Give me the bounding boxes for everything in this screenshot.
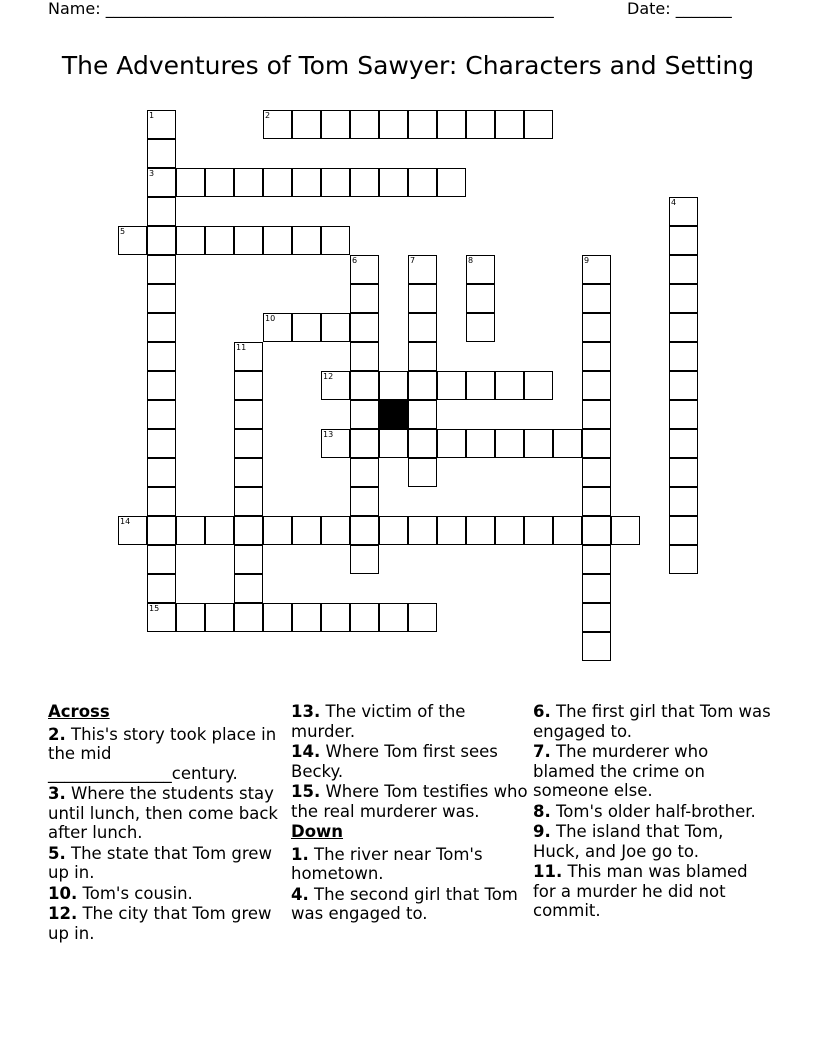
grid-cell[interactable] <box>176 603 205 632</box>
grid-cell[interactable] <box>379 603 408 632</box>
clue-number: 2 <box>265 111 271 120</box>
grid-cell[interactable] <box>495 516 524 545</box>
clue-item <box>48 884 288 904</box>
grid-cell[interactable] <box>582 487 611 516</box>
clue-number-label: 8. <box>533 801 551 821</box>
clue-item <box>48 725 288 784</box>
grid-cell[interactable] <box>263 226 292 255</box>
grid-cell[interactable] <box>582 574 611 603</box>
grid-cell[interactable] <box>524 371 553 400</box>
grid-cell[interactable] <box>234 371 263 400</box>
clue-number: 13 <box>323 430 334 439</box>
clue-column-3 <box>533 702 773 922</box>
clue-item <box>291 782 531 821</box>
clue-number-label: 15. <box>291 782 321 801</box>
clue-text: Tom's cousin. <box>77 883 193 903</box>
grid-cell[interactable] <box>147 226 176 255</box>
clue-text: The second girl that Tom was engaged to. <box>291 884 518 923</box>
clue-text: The murderer who blamed the crime on someone else. <box>533 742 709 800</box>
grid-cell[interactable] <box>234 574 263 603</box>
grid-cell[interactable] <box>234 516 263 545</box>
clue-column-2 <box>291 702 531 925</box>
grid-cell[interactable] <box>408 429 437 458</box>
grid-cell[interactable] <box>176 168 205 197</box>
clue-number: 12 <box>323 372 334 381</box>
grid-cell[interactable] <box>582 284 611 313</box>
clue-item <box>533 822 773 861</box>
clue-number-label: 3. <box>48 784 66 803</box>
grid-cell[interactable] <box>669 313 698 342</box>
grid-cell[interactable] <box>147 168 176 197</box>
grid-cell[interactable] <box>350 371 379 400</box>
grid-cell[interactable] <box>408 371 437 400</box>
grid-cell[interactable] <box>234 342 263 371</box>
grid-cell[interactable] <box>408 168 437 197</box>
grid-cell[interactable] <box>350 284 379 313</box>
grid-cell[interactable] <box>234 429 263 458</box>
grid-cell[interactable] <box>379 371 408 400</box>
grid-cell[interactable] <box>379 168 408 197</box>
clue-text: Where the students stay until lunch, then come back after lunch. <box>48 784 278 842</box>
clue-item <box>291 742 531 781</box>
grid-cell[interactable] <box>582 342 611 371</box>
clue-number: 14 <box>120 517 131 526</box>
grid-cell[interactable] <box>495 110 524 139</box>
grid-cell[interactable] <box>466 429 495 458</box>
grid-cell[interactable] <box>669 487 698 516</box>
grid-cell[interactable] <box>466 371 495 400</box>
grid-cell[interactable] <box>408 342 437 371</box>
grid-cell[interactable] <box>321 226 350 255</box>
clue-item <box>291 702 531 741</box>
grid-cell[interactable] <box>582 458 611 487</box>
clue-text: The island that Tom, Huck, and Joe go to. <box>533 822 724 861</box>
grid-cell[interactable] <box>292 226 321 255</box>
clue-text: The state that Tom grew up in. <box>48 843 272 882</box>
grid-cell[interactable] <box>466 516 495 545</box>
grid-cell[interactable] <box>147 458 176 487</box>
grid-cell[interactable] <box>234 168 263 197</box>
grid-cell[interactable] <box>437 516 466 545</box>
grid-cell[interactable] <box>437 429 466 458</box>
grid-cell[interactable] <box>611 516 640 545</box>
down-clue-list-part1 <box>291 845 531 924</box>
grid-cell[interactable] <box>437 371 466 400</box>
clue-number: 10 <box>265 314 276 323</box>
clue-number: 3 <box>149 169 155 178</box>
clue-number: 11 <box>236 343 247 352</box>
grid-cell[interactable] <box>234 458 263 487</box>
grid-cell[interactable] <box>350 110 379 139</box>
name-label: Name: <box>48 0 106 18</box>
grid-cell[interactable] <box>524 516 553 545</box>
clue-number-label: 7. <box>533 742 551 761</box>
grid-cell[interactable] <box>292 313 321 342</box>
clue-item <box>533 802 773 822</box>
grid-cell[interactable] <box>495 429 524 458</box>
grid-cell[interactable] <box>234 400 263 429</box>
clue-number: 4 <box>671 198 677 207</box>
clue-item <box>533 742 773 801</box>
grid-cell[interactable] <box>408 284 437 313</box>
grid-cell[interactable] <box>379 516 408 545</box>
grid-cell[interactable] <box>147 342 176 371</box>
grid-cell[interactable] <box>263 313 292 342</box>
clue-number: 15 <box>149 604 160 613</box>
grid-cell[interactable] <box>234 603 263 632</box>
grid-cell[interactable] <box>466 255 495 284</box>
clue-column-1 <box>48 702 288 944</box>
clue-text: The first girl that Tom was engaged to. <box>533 702 771 741</box>
clue-text: This man was blamed for a murder he did not commit. <box>533 862 748 920</box>
grid-cell[interactable] <box>292 168 321 197</box>
clue-text: Where Tom first sees Becky. <box>291 742 498 781</box>
grid-cell[interactable] <box>147 284 176 313</box>
clue-number: 1 <box>149 111 155 120</box>
clue-item <box>48 844 288 883</box>
grid-cell[interactable] <box>582 313 611 342</box>
grid-cell[interactable] <box>263 603 292 632</box>
grid-cell[interactable] <box>669 284 698 313</box>
grid-cell[interactable] <box>669 400 698 429</box>
grid-cell[interactable] <box>205 516 234 545</box>
grid-cell[interactable] <box>350 313 379 342</box>
clue-text: The river near Tom's hometown. <box>291 844 483 883</box>
grid-cell[interactable] <box>669 255 698 284</box>
grid-cell[interactable] <box>147 110 176 139</box>
clue-item <box>291 845 531 884</box>
grid-cell[interactable] <box>379 429 408 458</box>
grid-cell[interactable] <box>582 545 611 574</box>
grid-cell[interactable] <box>147 574 176 603</box>
grid-cell[interactable] <box>582 400 611 429</box>
grid-cell[interactable] <box>118 516 147 545</box>
grid-cell[interactable] <box>321 313 350 342</box>
grid-cell[interactable] <box>350 168 379 197</box>
grid-cell[interactable] <box>350 516 379 545</box>
grid-cell[interactable] <box>147 371 176 400</box>
grid-cell[interactable] <box>176 516 205 545</box>
grid-cell[interactable] <box>263 516 292 545</box>
grid-cell[interactable] <box>147 139 176 168</box>
grid-cell[interactable] <box>321 429 350 458</box>
grid-cell[interactable] <box>553 429 582 458</box>
grid-cell[interactable] <box>495 371 524 400</box>
grid-cell[interactable] <box>234 487 263 516</box>
grid-cell[interactable] <box>147 313 176 342</box>
clue-number-label: 10. <box>48 883 78 903</box>
grid-cell[interactable] <box>147 545 176 574</box>
grid-cell[interactable] <box>582 516 611 545</box>
clue-number: 9 <box>584 256 590 265</box>
grid-cell[interactable] <box>408 255 437 284</box>
clue-text: This's story took place in the mid _______________century. <box>48 724 277 783</box>
grid-cell[interactable] <box>437 168 466 197</box>
grid-cell[interactable] <box>669 458 698 487</box>
grid-cell[interactable] <box>147 429 176 458</box>
grid-cell[interactable] <box>582 603 611 632</box>
clue-number-label: 4. <box>291 884 309 904</box>
clue-number: 8 <box>468 256 474 265</box>
name-blank[interactable]: ________________________________________________________ <box>105 0 554 18</box>
grid-cell[interactable] <box>408 313 437 342</box>
date-label: Date: <box>627 0 676 18</box>
grid-cell[interactable] <box>350 603 379 632</box>
grid-cell[interactable] <box>524 110 553 139</box>
grid-cell[interactable] <box>553 516 582 545</box>
grid-cell[interactable] <box>350 545 379 574</box>
grid-cell[interactable] <box>147 400 176 429</box>
date-blank[interactable]: _______ <box>675 0 732 18</box>
grid-cell[interactable] <box>321 168 350 197</box>
grid-cell[interactable] <box>582 371 611 400</box>
grid-cell[interactable] <box>350 400 379 429</box>
clue-number-label: 5. <box>48 843 66 863</box>
grid-cell[interactable] <box>292 110 321 139</box>
page-title: The Adventures of Tom Sawyer: Characters and Setting <box>61 51 755 80</box>
clue-text: Tom's older half-brother. <box>550 801 756 821</box>
grid-cell[interactable] <box>147 603 176 632</box>
grid-cell[interactable] <box>321 371 350 400</box>
grid-cell[interactable] <box>437 110 466 139</box>
grid-cell[interactable] <box>582 255 611 284</box>
grid-cell[interactable] <box>321 110 350 139</box>
grid-cell[interactable] <box>582 429 611 458</box>
grid-cell[interactable] <box>147 516 176 545</box>
grid-cell[interactable] <box>176 226 205 255</box>
grid-cell[interactable] <box>669 429 698 458</box>
grid-cell[interactable] <box>408 516 437 545</box>
grid-cell[interactable] <box>205 603 234 632</box>
clue-number-label: 11. <box>533 862 563 881</box>
across-clue-list-part1 <box>48 725 288 944</box>
grid-cell[interactable] <box>147 487 176 516</box>
across-heading: Across <box>48 702 110 721</box>
grid-cell[interactable] <box>669 197 698 226</box>
grid-cell[interactable] <box>408 603 437 632</box>
down-clue-list-part2 <box>533 702 773 921</box>
grid-cell[interactable] <box>408 458 437 487</box>
grid-cell[interactable] <box>263 110 292 139</box>
clue-text: The victim of the murder. <box>291 702 466 741</box>
clue-item <box>533 862 773 921</box>
clue-number-label: 12. <box>48 904 78 923</box>
grid-cell[interactable] <box>321 516 350 545</box>
clue-number-label: 13. <box>291 702 321 721</box>
clue-number: 7 <box>410 256 416 265</box>
grid-cell[interactable] <box>466 284 495 313</box>
grid-cell[interactable] <box>147 197 176 226</box>
grid-cell[interactable] <box>205 168 234 197</box>
across-clue-list-part2 <box>291 702 531 821</box>
clue-number-label: 1. <box>291 844 309 864</box>
clue-number-label: 14. <box>291 742 321 761</box>
grid-cell[interactable] <box>350 342 379 371</box>
clue-text: Where Tom testifies who the real murderer was. <box>291 782 528 821</box>
grid-cell[interactable] <box>466 313 495 342</box>
grid-cell[interactable] <box>408 110 437 139</box>
grid-cell[interactable] <box>350 458 379 487</box>
grid-cell[interactable] <box>669 371 698 400</box>
clue-item <box>291 885 531 924</box>
grid-cell[interactable] <box>205 226 234 255</box>
grid-cell[interactable] <box>292 603 321 632</box>
grid-cell[interactable] <box>118 226 147 255</box>
grid-cell[interactable] <box>321 603 350 632</box>
down-heading: Down <box>291 822 344 841</box>
grid-cell[interactable] <box>582 632 611 661</box>
grid-cell[interactable] <box>350 429 379 458</box>
black-cell <box>379 400 408 429</box>
clue-number: 5 <box>120 227 126 236</box>
grid-cell[interactable] <box>350 255 379 284</box>
grid-cell[interactable] <box>524 429 553 458</box>
grid-cell[interactable] <box>263 168 292 197</box>
clue-item <box>533 702 773 741</box>
clue-item <box>48 784 288 843</box>
clue-number-label: 2. <box>48 724 66 744</box>
grid-cell[interactable] <box>234 545 263 574</box>
grid-cell[interactable] <box>669 342 698 371</box>
grid-cell[interactable] <box>669 516 698 545</box>
grid-cell[interactable] <box>350 487 379 516</box>
clue-text: The city that Tom grew up in. <box>48 904 272 943</box>
clue-number: 6 <box>352 256 358 265</box>
grid-cell[interactable] <box>147 255 176 284</box>
grid-cell[interactable] <box>669 545 698 574</box>
clue-item <box>48 904 288 943</box>
clue-number-label: 6. <box>533 702 551 721</box>
grid-cell[interactable] <box>292 516 321 545</box>
grid-cell[interactable] <box>408 400 437 429</box>
clue-number-label: 9. <box>533 822 551 841</box>
grid-cell[interactable] <box>234 226 263 255</box>
grid-cell[interactable] <box>379 110 408 139</box>
grid-cell[interactable] <box>669 226 698 255</box>
grid-cell[interactable] <box>466 110 495 139</box>
